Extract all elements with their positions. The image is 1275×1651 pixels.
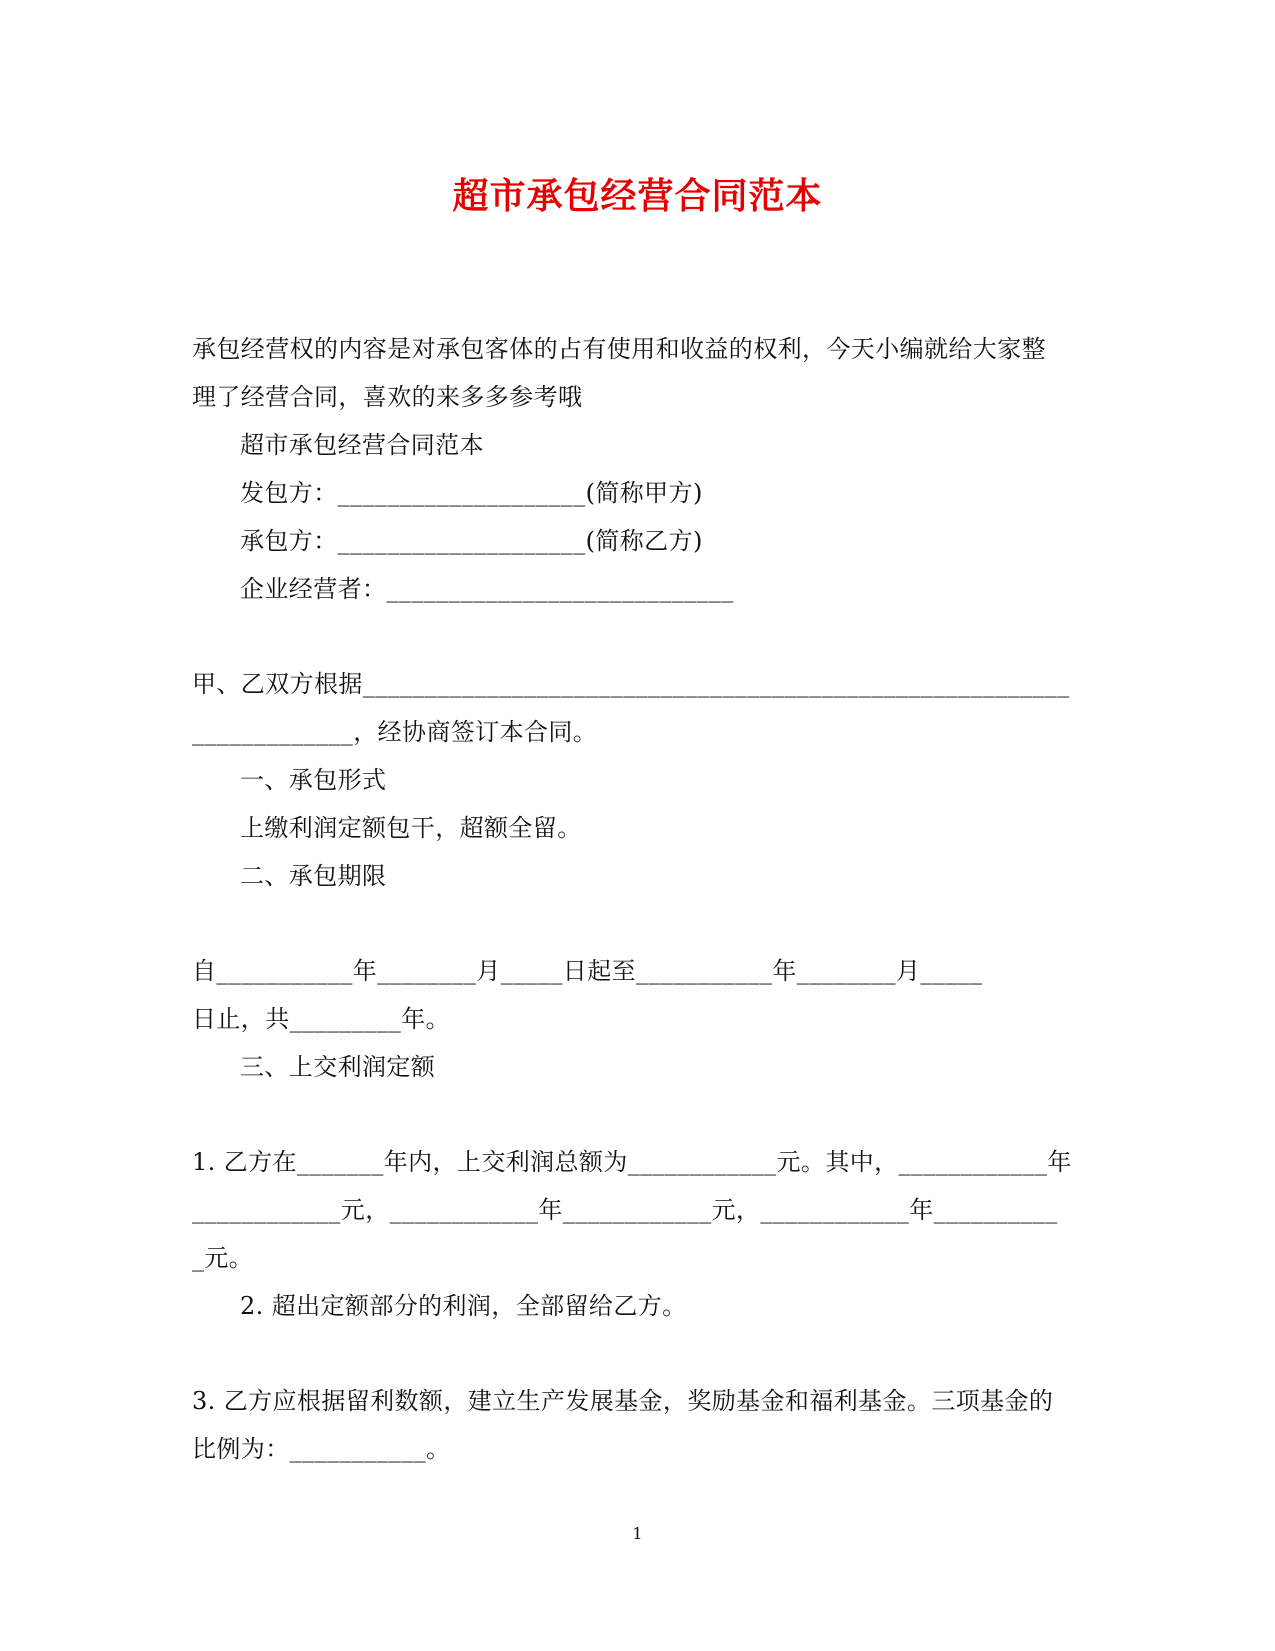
basis-line-1: 甲、乙双方根据_________________________________________________________	[192, 670, 1070, 698]
term-line-1: 自___________年________月_____日起至___________年________月_____	[192, 957, 983, 985]
term-line-2: 日止，共_________年。	[192, 1005, 450, 1033]
party-b-field: 承包方：____________________(简称乙方)	[240, 527, 703, 555]
section-heading-3: 三、上交利润定额	[240, 1053, 436, 1081]
clause-1-line-1: 1. 乙方在_______年内，上交利润总额为____________元。其中，____________年	[192, 1148, 1072, 1176]
section-1-body: 上缴利润定额包干，超额全留。	[240, 814, 582, 842]
clause-1-line-3: _元。	[192, 1244, 254, 1272]
page-number: 1	[632, 1524, 643, 1543]
clause-2: 2. 超出定额部分的利润，全部留给乙方。	[240, 1292, 687, 1320]
basis-line-2: _____________，经协商签订本合同。	[192, 718, 598, 746]
clause-1-line-2: ____________元，____________年____________元，____________年__________	[192, 1196, 1058, 1224]
intro-line-2: 理了经营合同，喜欢的来多多参考哦	[192, 383, 583, 411]
section-heading-1: 一、承包形式	[240, 766, 387, 794]
clause-3-line-1: 3. 乙方应根据留利数额，建立生产发展基金，奖励基金和福利基金。三项基金的	[192, 1387, 1054, 1415]
section-heading-2: 二、承包期限	[240, 862, 387, 890]
party-a-field: 发包方：____________________(简称甲方)	[240, 479, 703, 507]
operator-field: 企业经营者：____________________________	[240, 575, 734, 603]
intro-line-1: 承包经营权的内容是对承包客体的占有使用和收益的权利，今天小编就给大家整	[192, 335, 1046, 363]
clause-3-line-2: 比例为：___________。	[192, 1435, 451, 1463]
document-title: 超市承包经营合同范本	[452, 175, 823, 217]
contract-subtitle: 超市承包经营合同范本	[240, 431, 484, 459]
